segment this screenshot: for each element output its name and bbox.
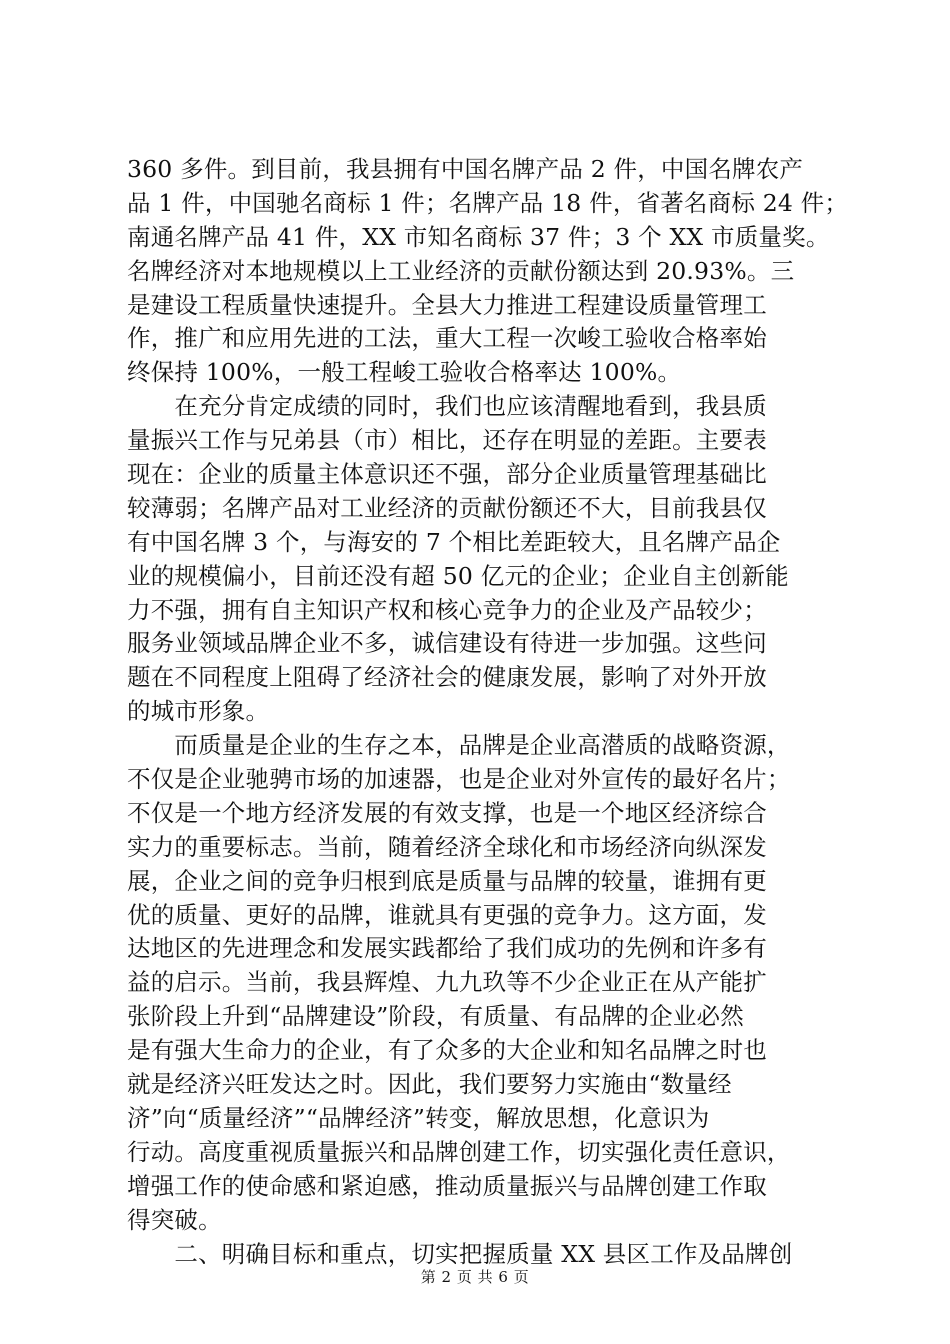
page-footer: 第 2 页 共 6 页 bbox=[420, 1268, 530, 1286]
text-line: 是建设工程质量快速提升。全县大力推进工程建设质量管理工 bbox=[127, 290, 767, 319]
body-text bbox=[127, 153, 849, 1271]
text-line: 行动。高度重视质量振兴和品牌创建工作，切实强化责任意识， bbox=[127, 1137, 791, 1166]
text-line: 不仅是企业驰骋市场的加速器，也是企业对外宣传的最好名片； bbox=[127, 765, 791, 794]
text-line: 得突破。 bbox=[127, 1205, 222, 1234]
text-line: 不仅是一个地方经济发展的有效支撑，也是一个地区经济综合 bbox=[127, 798, 767, 827]
text-line: 品 1 件，中国驰名商标 1 件；名牌产品 18 件，省著名商标 24 件； bbox=[127, 188, 849, 217]
text-line: 作，推广和应用先进的工法，重大工程一次峻工验收合格率始 bbox=[127, 324, 767, 353]
text-line: 业的规模偏小，目前还没有超 50 亿元的企业；企业自主创新能 bbox=[127, 561, 789, 590]
text-line: 是有强大生命力的企业，有了众多的大企业和知名品牌之时也 bbox=[127, 1036, 767, 1065]
text-line: 济”向“质量经济”“品牌经济”转变，解放思想，化意识为 bbox=[127, 1103, 710, 1132]
text-line: 优的质量、更好的品牌，谁就具有更强的竞争力。这方面，发 bbox=[127, 900, 767, 929]
text-line: 的城市形象。 bbox=[127, 697, 270, 726]
text-line: 就是经济兴旺发达之时。因此，我们要努力实施由“数量经 bbox=[127, 1070, 732, 1099]
text-line: 360 多件。到目前，我县拥有中国名牌产品 2 件，中国名牌农产 bbox=[127, 155, 804, 183]
text-line: 量振兴工作与兄弟县（市）相比，还存在明显的差距。主要表 bbox=[127, 426, 767, 455]
text-line: 而质量是企业的生存之本，品牌是企业高潜质的战略资源， bbox=[127, 731, 791, 760]
text-line: 在充分肯定成绩的同时，我们也应该清醒地看到，我县质 bbox=[127, 392, 767, 421]
text-line: 二、明确目标和重点，切实把握质量 XX 县区工作及品牌创 bbox=[127, 1239, 793, 1268]
text-line: 力不强，拥有自主知识产权和核心竞争力的企业及产品较少； bbox=[127, 595, 767, 624]
text-line: 题在不同程度上阻碍了经济社会的健康发展，影响了对外开放 bbox=[127, 663, 767, 692]
text-line: 增强工作的使命感和紧迫感，推动质量振兴与品牌创建工作取 bbox=[127, 1171, 767, 1200]
text-line: 服务业领域品牌企业不多，诚信建设有待进一步加强。这些问 bbox=[127, 629, 767, 658]
text-line: 有中国名牌 3 个，与海安的 7 个相比差距较大，且名牌产品企 bbox=[127, 527, 781, 556]
text-line: 较薄弱；名牌产品对工业经济的贡献份额还不大，目前我县仅 bbox=[127, 493, 767, 522]
text-line: 现在：企业的质量主体意识还不强，部分企业质量管理基础比 bbox=[127, 460, 767, 489]
text-line: 终保持 100%，一般工程峻工验收合格率达 100%。 bbox=[127, 358, 682, 387]
text-line: 益的启示。当前，我县辉煌、九九玖等不少企业正在从产能扩 bbox=[127, 968, 767, 997]
text-line: 张阶段上升到“品牌建设”阶段，有质量、有品牌的企业必然 bbox=[127, 1002, 744, 1031]
text-line: 南通名牌产品 41 件，XX 市知名商标 37 件；3 个 XX 市质量奖。 bbox=[127, 222, 830, 251]
text-line: 达地区的先进理念和发展实践都给了我们成功的先例和许多有 bbox=[127, 934, 767, 963]
text-line: 实力的重要标志。当前，随着经济全球化和市场经济向纵深发 bbox=[127, 832, 767, 861]
text-line: 展，企业之间的竞争归根到底是质量与品牌的较量，谁拥有更 bbox=[127, 866, 767, 895]
text-line: 名牌经济对本地规模以上工业经济的贡献份额达到 20.93%。三 bbox=[127, 256, 795, 285]
